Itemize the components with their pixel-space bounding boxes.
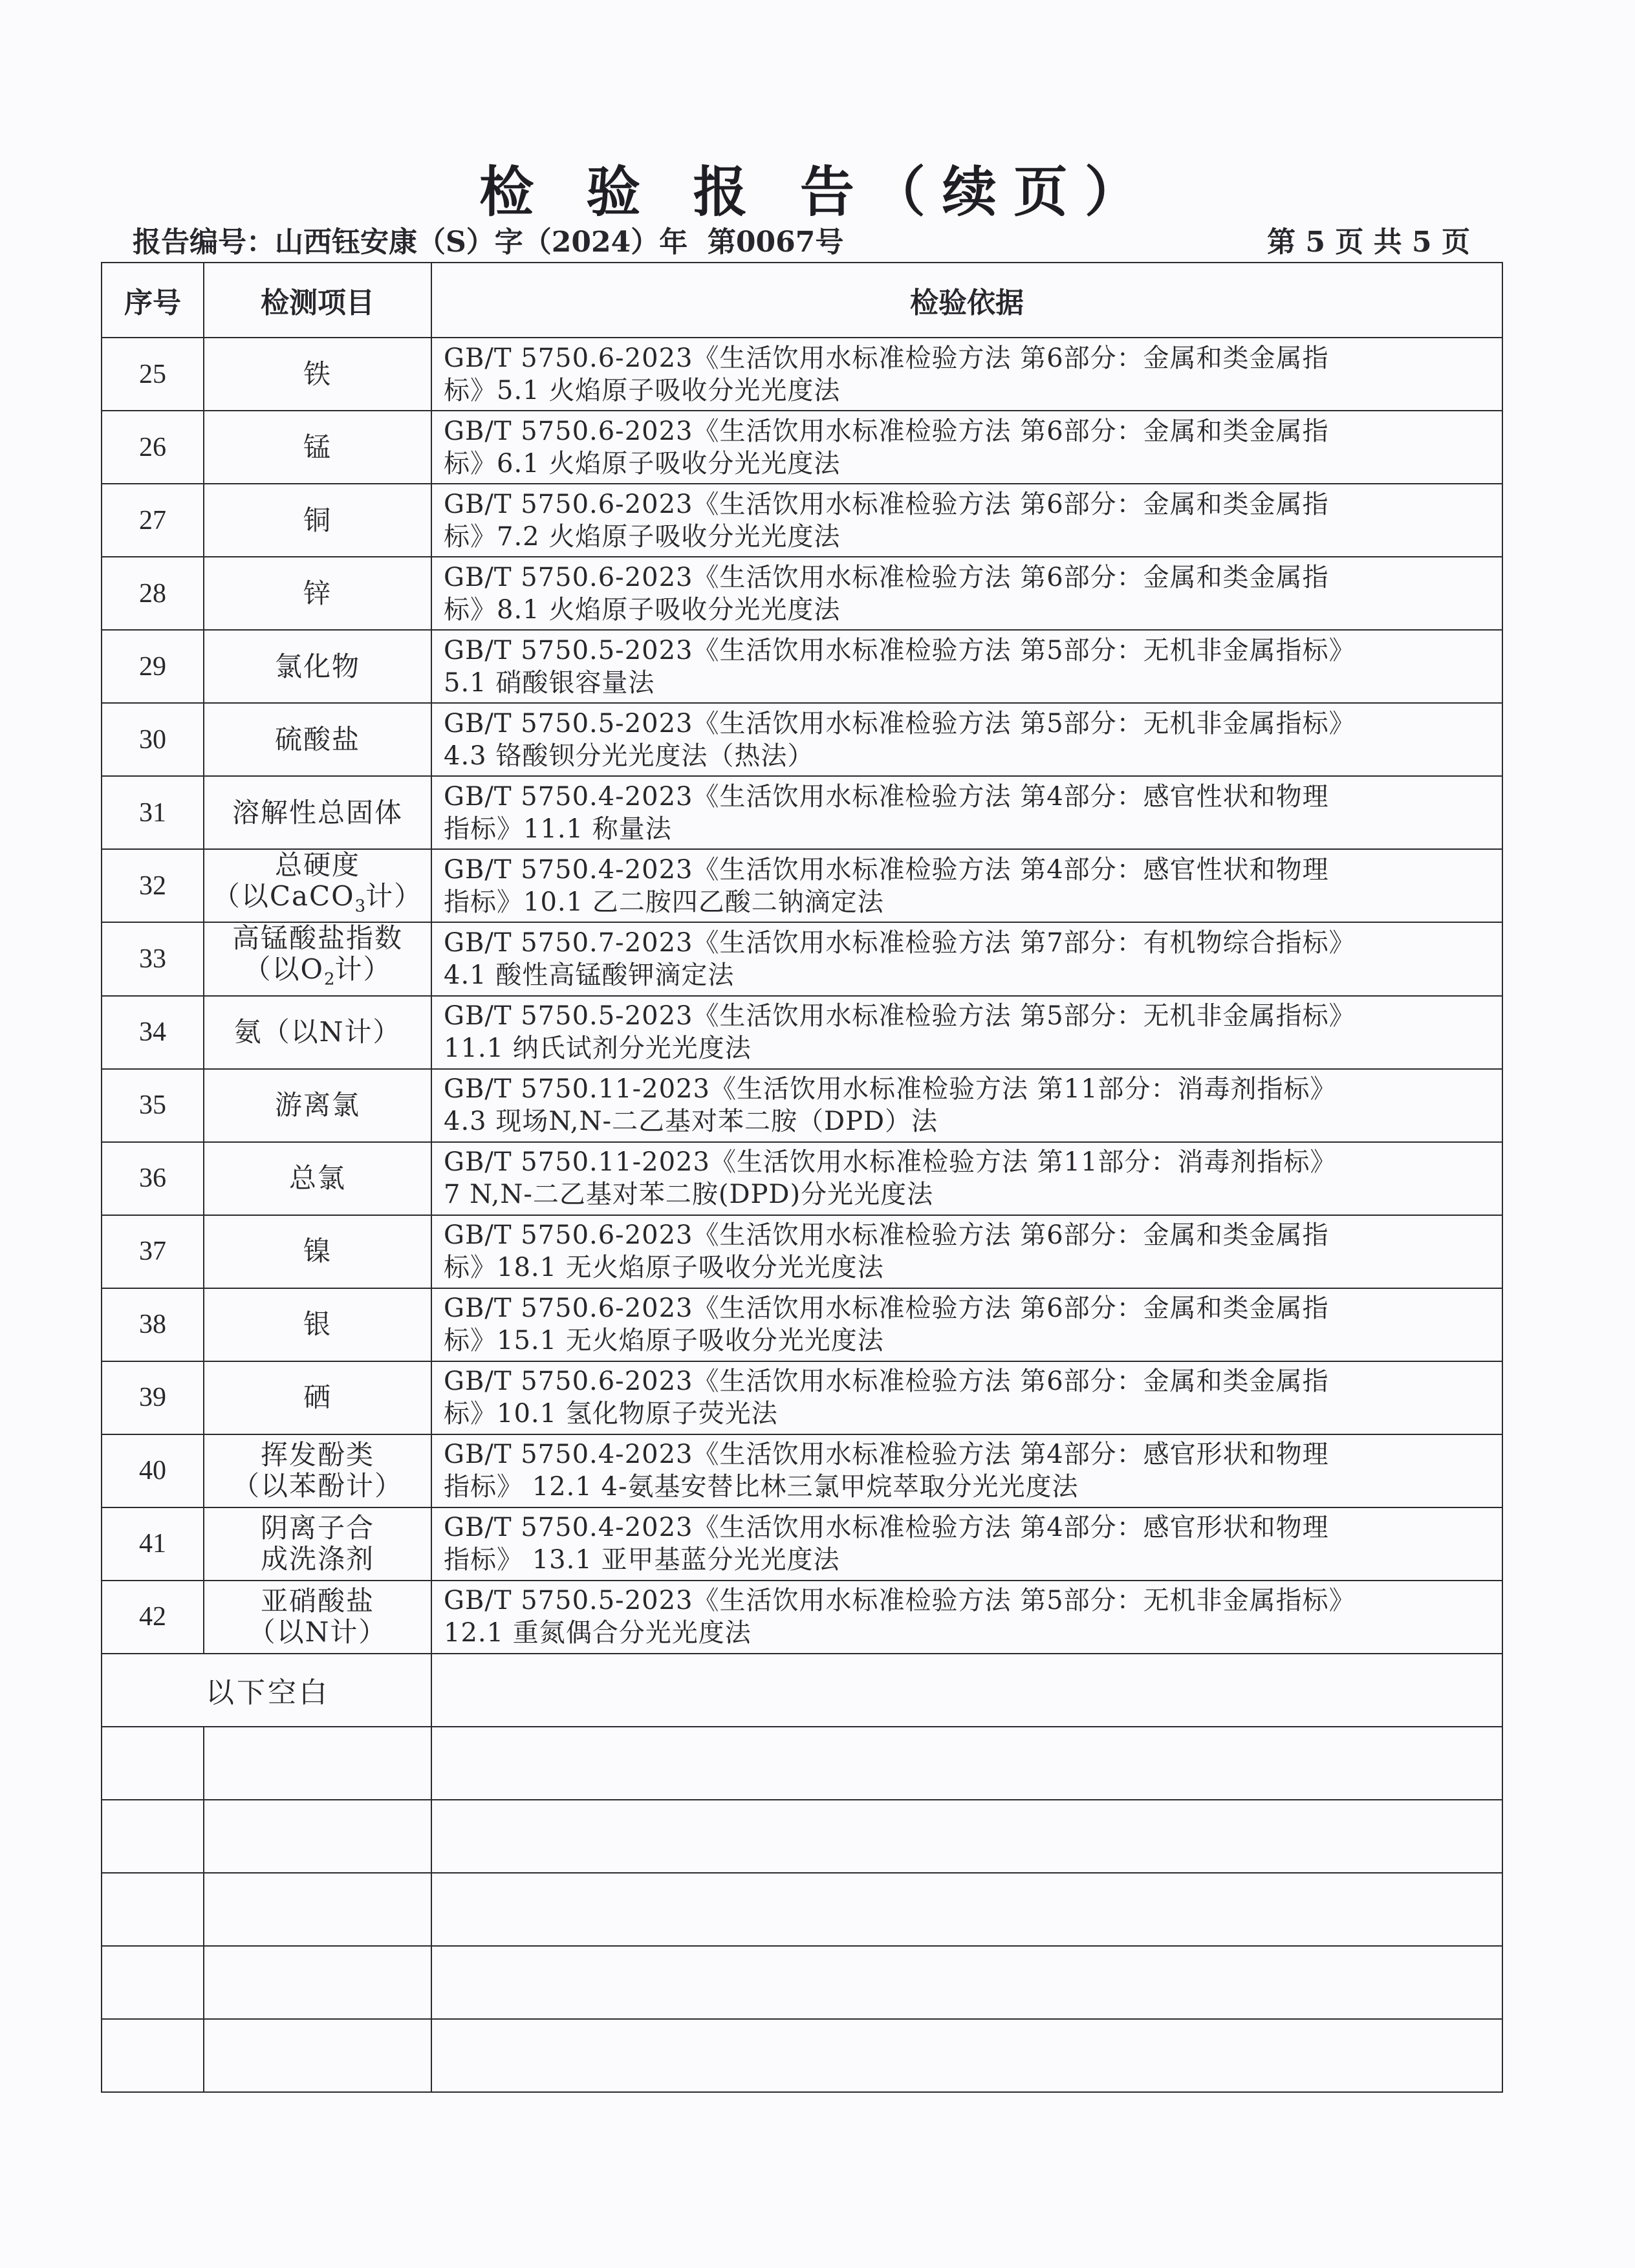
column-header-basis: 检验依据 [431, 263, 1502, 338]
table-row [102, 630, 1502, 703]
test-item-name: 氨（以N计） [233, 1016, 402, 1048]
page-info: 第 5 页 共 5 页 [1267, 226, 1470, 259]
test-basis-cell [431, 703, 1502, 776]
test-basis-cell [431, 1215, 1502, 1288]
test-basis-line: 12.1 重氮偶合分光光度法 [444, 1618, 752, 1648]
empty-row [102, 2019, 1502, 2092]
test-item-name: 银 [303, 1308, 332, 1341]
test-basis-cell [431, 1507, 1502, 1581]
test-basis-line: GB/T 5750.4-2023《生活饮用水标准检验方法 第4部分：感官形状和物理 [444, 1513, 1329, 1543]
table-row [102, 338, 1502, 411]
test-item-cell [204, 1215, 431, 1288]
row-number: 28 [102, 557, 204, 630]
test-basis-cell [431, 776, 1502, 849]
test-basis-cell [431, 484, 1502, 557]
empty-cell [102, 1800, 204, 1873]
test-item-cell [204, 776, 431, 849]
column-header-item: 检测项目 [204, 263, 431, 338]
table-row [102, 1507, 1502, 1581]
table-row [102, 411, 1502, 484]
empty-cell [204, 2019, 431, 2092]
test-basis-line: 指标》 13.1 亚甲基蓝分光光度法 [444, 1545, 840, 1575]
test-item-qualifier [204, 881, 431, 922]
empty-cell [102, 2019, 204, 2092]
test-item-cell [204, 1361, 431, 1434]
row-number: 29 [102, 630, 204, 703]
test-basis-line: 4.1 酸性高锰酸钾滴定法 [444, 960, 735, 991]
empty-cell [431, 1873, 1502, 1946]
test-item-name: 氯化物 [274, 650, 360, 682]
empty-cell [431, 2019, 1502, 2092]
test-item-cell [204, 338, 431, 411]
test-basis-line: 指标》11.1 称量法 [444, 814, 672, 844]
test-item-cell [204, 703, 431, 776]
test-basis-cell [431, 630, 1502, 703]
row-number: 38 [102, 1288, 204, 1361]
inspection-basis-table [101, 262, 1503, 2093]
test-basis-cell [431, 1288, 1502, 1361]
test-basis-line: GB/T 5750.4-2023《生活饮用水标准检验方法 第4部分：感官性状和物理 [444, 854, 1329, 885]
test-basis-line: 4.3 铬酸钡分光光度法（热法） [444, 740, 814, 771]
empty-cell [102, 1873, 204, 1946]
table-row [102, 922, 1502, 995]
test-item-cell [204, 1142, 431, 1215]
test-basis-line: 5.1 硝酸银容量法 [444, 667, 655, 698]
row-number: 30 [102, 703, 204, 776]
test-basis-line: GB/T 5750.5-2023《生活饮用水标准检验方法 第5部分：无机非金属指标》 [444, 1001, 1356, 1031]
row-number: 25 [102, 338, 204, 411]
test-item-name: 铜 [303, 504, 332, 536]
test-basis-line: 标》5.1 火焰原子吸收分光光度法 [444, 375, 841, 405]
table-row [102, 1069, 1502, 1142]
test-basis-line: GB/T 5750.5-2023《生活饮用水标准检验方法 第5部分：无机非金属指标》 [444, 1586, 1356, 1616]
row-number: 26 [102, 411, 204, 484]
test-item-name: 亚硝酸盐 [260, 1585, 374, 1617]
test-item-name: 锰 [303, 431, 332, 463]
table-row [102, 776, 1502, 849]
row-number: 32 [102, 849, 204, 922]
test-basis-line: GB/T 5750.6-2023《生活饮用水标准检验方法 第6部分：金属和类金属指 [444, 562, 1329, 592]
empty-row [102, 1800, 1502, 1873]
test-basis-line: GB/T 5750.6-2023《生活饮用水标准检验方法 第6部分：金属和类金属指 [444, 1366, 1329, 1397]
test-basis-line: GB/T 5750.5-2023《生活饮用水标准检验方法 第5部分：无机非金属指标》 [444, 635, 1356, 665]
test-item-name: 总氯 [288, 1162, 346, 1194]
test-item-cell [204, 922, 431, 995]
row-number: 41 [102, 1507, 204, 1581]
empty-cell [431, 1727, 1502, 1800]
test-item-name: 挥发酚类 [260, 1439, 374, 1471]
test-item-name: 镍 [303, 1235, 332, 1268]
row-number: 27 [102, 484, 204, 557]
test-item-cell [204, 484, 431, 557]
test-item-cell [204, 1581, 431, 1654]
test-basis-line: 标》10.1 氢化物原子荧光法 [444, 1399, 778, 1429]
row-number: 36 [102, 1142, 204, 1215]
test-basis-cell [431, 557, 1502, 630]
test-basis-line: 11.1 纳氏试剂分光光度法 [444, 1033, 752, 1064]
empty-row [102, 1873, 1502, 1946]
test-item-name: 锌 [303, 577, 332, 609]
blank-note-row [102, 1654, 1502, 1727]
document-title: 检 验 报 告（续页） [479, 160, 1156, 224]
qualifier-subscript: 3 [354, 896, 366, 916]
test-basis-cell [431, 1069, 1502, 1142]
qualifier-text: （以O [243, 953, 324, 986]
test-item-cell [204, 411, 431, 484]
qualifier-text-end: 计） [334, 953, 392, 986]
row-number: 39 [102, 1361, 204, 1434]
test-basis-cell [431, 1581, 1502, 1654]
empty-cell [431, 1800, 1502, 1873]
table-row [102, 484, 1502, 557]
test-item-cell [204, 996, 431, 1069]
test-basis-line: GB/T 5750.6-2023《生活饮用水标准检验方法 第6部分：金属和类金属指 [444, 1293, 1329, 1324]
test-basis-line: GB/T 5750.6-2023《生活饮用水标准检验方法 第6部分：金属和类金属指 [444, 1220, 1329, 1251]
table-row [102, 996, 1502, 1069]
test-item-name: 硫酸盐 [274, 723, 360, 755]
empty-cell [431, 1946, 1502, 2019]
table-row [102, 1361, 1502, 1434]
table-row [102, 849, 1502, 922]
column-header-no: 序号 [102, 263, 204, 338]
table-row [102, 1142, 1502, 1215]
test-item-cell [204, 557, 431, 630]
report-number: 报告编号：山西钰安康（S）字（2024）年 第0067号 [133, 226, 844, 259]
test-basis-cell [431, 1142, 1502, 1215]
test-basis-line: 标》7.2 火焰原子吸收分光光度法 [444, 521, 841, 552]
test-basis-line: 标》6.1 火焰原子吸收分光光度法 [444, 448, 841, 479]
row-number: 34 [102, 996, 204, 1069]
empty-cell [204, 1946, 431, 2019]
test-basis-line: 标》18.1 无火焰原子吸收分光光度法 [444, 1253, 884, 1283]
table-row [102, 1288, 1502, 1361]
test-basis-cell [431, 411, 1502, 484]
row-number: 31 [102, 776, 204, 849]
test-basis-line: GB/T 5750.4-2023《生活饮用水标准检验方法 第4部分：感官形状和物理 [444, 1440, 1329, 1470]
test-item-name: 游离氯 [274, 1089, 360, 1121]
test-basis-line: 指标》10.1 乙二胺四乙酸二钠滴定法 [444, 887, 884, 917]
test-basis-line: 7 N,N-二乙基对苯二胺(DPD)分光光度法 [444, 1180, 934, 1210]
table-row [102, 1581, 1502, 1654]
empty-cell [204, 1727, 431, 1800]
table-row [102, 703, 1502, 776]
test-basis-cell [431, 849, 1502, 922]
test-basis-cell [431, 922, 1502, 995]
test-item-name: 阴离子合 [260, 1512, 374, 1544]
test-basis-line: GB/T 5750.6-2023《生活饮用水标准检验方法 第6部分：金属和类金属指 [444, 489, 1329, 519]
test-basis-cell [431, 338, 1502, 411]
test-item-qualifier: （以苯酚计） [232, 1470, 403, 1502]
test-basis-line: GB/T 5750.7-2023《生活饮用水标准检验方法 第7部分：有机物综合指标》 [444, 928, 1356, 958]
test-basis-line: 标》8.1 火焰原子吸收分光光度法 [444, 594, 841, 625]
test-basis-line: GB/T 5750.11-2023《生活饮用水标准检验方法 第11部分：消毒剂指标》 [444, 1074, 1337, 1105]
empty-row [102, 1727, 1502, 1800]
empty-cell [431, 1654, 1502, 1727]
blank-note: 以下空白 [102, 1654, 431, 1727]
test-item-name: 总硬度 [274, 849, 360, 881]
row-number: 40 [102, 1434, 204, 1507]
test-item-cell [204, 1434, 431, 1507]
empty-cell [204, 1873, 431, 1946]
empty-row [102, 1946, 1502, 2019]
test-basis-line: 4.3 现场N,N-二乙基对苯二胺（DPD）法 [444, 1107, 938, 1137]
table-row [102, 1434, 1502, 1507]
test-item-cell [204, 849, 431, 922]
row-number: 35 [102, 1069, 204, 1142]
test-basis-line: GB/T 5750.11-2023《生活饮用水标准检验方法 第11部分：消毒剂指标》 [444, 1147, 1337, 1178]
test-item-name: 高锰酸盐指数 [232, 922, 403, 955]
test-basis-cell [431, 1361, 1502, 1434]
test-basis-line: GB/T 5750.4-2023《生活饮用水标准检验方法 第4部分：感官性状和物理 [444, 781, 1329, 812]
row-number: 42 [102, 1581, 204, 1654]
test-item-qualifier: 成洗涤剂 [260, 1543, 374, 1575]
test-basis-line: 标》15.1 无火焰原子吸收分光光度法 [444, 1326, 884, 1356]
qualifier-text: （以CaCO [212, 880, 355, 912]
test-basis-cell [431, 996, 1502, 1069]
test-item-cell [204, 1507, 431, 1581]
qualifier-subscript: 2 [323, 969, 335, 989]
test-item-qualifier [204, 954, 431, 995]
table-row [102, 1215, 1502, 1288]
test-basis-line: GB/T 5750.6-2023《生活饮用水标准检验方法 第6部分：金属和类金属指 [444, 416, 1329, 446]
test-item-name: 硒 [303, 1381, 332, 1414]
test-basis-cell [431, 1434, 1502, 1507]
empty-cell [102, 1727, 204, 1800]
row-number: 33 [102, 922, 204, 995]
row-number: 37 [102, 1215, 204, 1288]
test-item-cell [204, 630, 431, 703]
test-item-qualifier: （以N计） [248, 1616, 387, 1648]
empty-cell [204, 1800, 431, 1873]
empty-cell [102, 1946, 204, 2019]
test-item-cell [204, 1288, 431, 1361]
qualifier-text-end: 计） [365, 880, 423, 912]
test-basis-line: GB/T 5750.5-2023《生活饮用水标准检验方法 第5部分：无机非金属指标》 [444, 708, 1356, 739]
test-item-name: 溶解性总固体 [232, 796, 403, 828]
test-item-cell [204, 1069, 431, 1142]
table-row [102, 557, 1502, 630]
test-basis-line: 指标》 12.1 4-氨基安替比林三氯甲烷萃取分光光度法 [444, 1472, 1079, 1502]
test-item-name: 铁 [303, 358, 332, 390]
test-basis-line: GB/T 5750.6-2023《生活饮用水标准检验方法 第6部分：金属和类金属指 [444, 343, 1329, 373]
